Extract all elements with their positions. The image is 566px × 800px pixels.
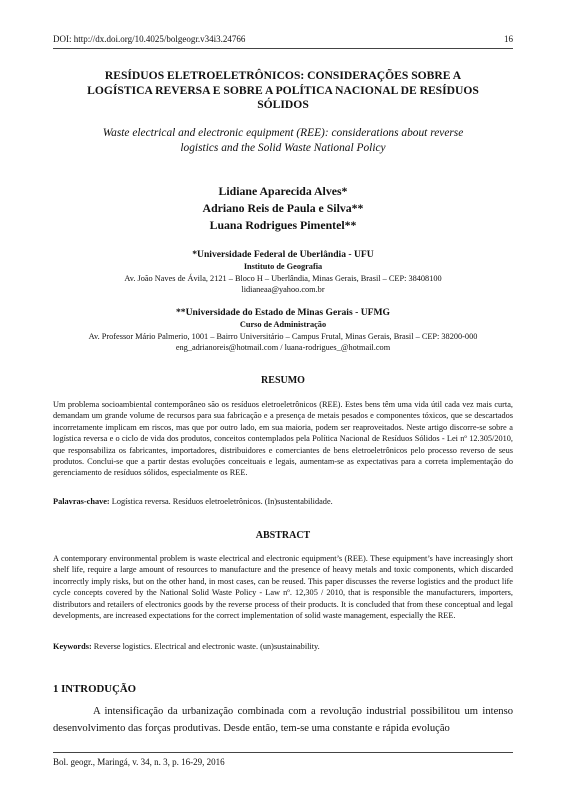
abstract-heading: ABSTRACT <box>255 530 311 541</box>
page-header <box>53 34 513 44</box>
department-name: Instituto de Geografia <box>243 262 323 271</box>
author-name: Luana Rodrigues Pimentel** <box>209 218 357 232</box>
author-email[interactable]: eng_adrianoreis@hotmail.com / luana-rodrigues_@hotmail.com <box>175 343 391 352</box>
author-name: Lidiane Aparecida Alves* <box>218 184 348 198</box>
keywords-text: Reverse logistics. Electrical and electronic waste. (un)sustainability. <box>91 642 320 651</box>
header-rule <box>53 48 513 49</box>
subtitle-line: Waste electrical and electronic equipment (REE): considerations about reverse <box>102 127 464 139</box>
keywords-label: Keywords: <box>53 642 92 651</box>
resumo-text: Um problema socioambiental contemporâneo são os resíduos eletroeletrônicos (REE). Estes bens têm uma vida útil cada vez mais curta, demandam um grande volume de recursos para sua fabricação e a presença de metais pesados e componentes tóxicos, que se descartados incorretamente implicam em riscos, mas que por outro lado, em sua maioria, podem ser reaproveitados. Neste artigo discorre-se sobre a logística reversa e o ciclo de vida dos produtos, conceitos contemplados pela Política Nacional de Resíduos Sólidos - Lei nº 12.305/2010, que responsabiliza os fabricantes, importadores, distribuidores e comerciantes de bens eletroeletrônicos pelo processo reverso de seus produtos. Conclui-se que a partir destas evoluções conceituais e legais, aumentam-se as expectativas para a correta implementação do gerenciamento de resíduos sólidos, especialmente os REE. <box>53 400 513 478</box>
keywords-text: Logística reversa. Resíduos eletroeletrônicos. (In)sustentabilidade. <box>109 497 333 506</box>
page-footer: Bol. geogr., Maringá, v. 34, n. 3, p. 16-29, 2016 <box>53 757 225 767</box>
institution-name: **Universidade do Estado de Minas Gerais - UFMG <box>176 307 390 318</box>
introduction-text: A intensificação da urbanização combinada com a revolução industrial possibilitou um intenso desenvolvimento das forças produtivas. Desde então, tem-se uma constante e rápida evolução <box>53 706 513 734</box>
affiliation-uemg <box>40 307 526 354</box>
resumo-heading: RESUMO <box>261 375 305 386</box>
footer-rule <box>53 752 513 753</box>
institution-address: Av. Professor Mário Palmerio, 1001 – Bairro Universitário – Campus Frutal, Minas Gerais, Brasil – CEP: 38200-000 <box>88 331 478 341</box>
abstract-keywords <box>53 642 513 651</box>
affiliation-ufu <box>40 249 526 296</box>
institution-address: Av. João Naves de Ávila, 2121 – Bloco H – Uberlândia, Minas Gerais, Brasil – CEP: 38408100 <box>124 273 442 283</box>
subtitle-line: logistics and the Solid Waste National Policy <box>180 142 386 154</box>
institution-name: *Universidade Federal de Uberlândia - UFU <box>192 249 374 260</box>
author-list <box>0 183 566 234</box>
author-email[interactable]: lidianeaa@yahoo.com.br <box>241 285 325 294</box>
doi-text[interactable]: DOI: http://dx.doi.org/10.4025/bolgeogr.v34i3.24766 <box>53 34 246 44</box>
title-line: LOGÍSTICA REVERSA E SOBRE A POLÍTICA NACIONAL DE RESÍDUOS <box>87 83 479 97</box>
paper-subtitle <box>85 126 481 156</box>
department-name: Curso de Administração <box>239 320 327 329</box>
author-name: Adriano Reis de Paula e Silva** <box>202 201 364 215</box>
introduction-heading: 1 INTRODUÇÃO <box>53 683 137 695</box>
keywords-label: Palavras-chave: <box>53 497 110 506</box>
title-line: RESÍDUOS ELETROELETRÔNICOS: CONSIDERAÇÕES SOBRE A <box>104 69 462 82</box>
paper-title <box>70 69 496 113</box>
title-line: SÓLIDOS <box>257 98 309 111</box>
resumo-keywords <box>53 497 513 506</box>
page-number: 16 <box>504 34 513 44</box>
abstract-text: A contemporary environmental problem is waste electrical and electronic equipment’s (REE). These equipment’s have increasingly short shelf life, require a large amount of resources to manufacture and the presence of heavy metals and toxic components, which discarded incorrectly imply risks, but on the other hand, in most cases, can be reused. This paper discusses the reverse logistics and the product life cycle concepts covered by the National Solid Waste Policy - Law nº. 12,305 / 2010, that is responsible the manufacturers, importers, distributors and retailers of electronics goods by the reverse process of their products. It is concluded that from these conceptual and legal developments, are increased expectations for the correct implementation of solid waste management, especially the REE. <box>53 554 513 621</box>
